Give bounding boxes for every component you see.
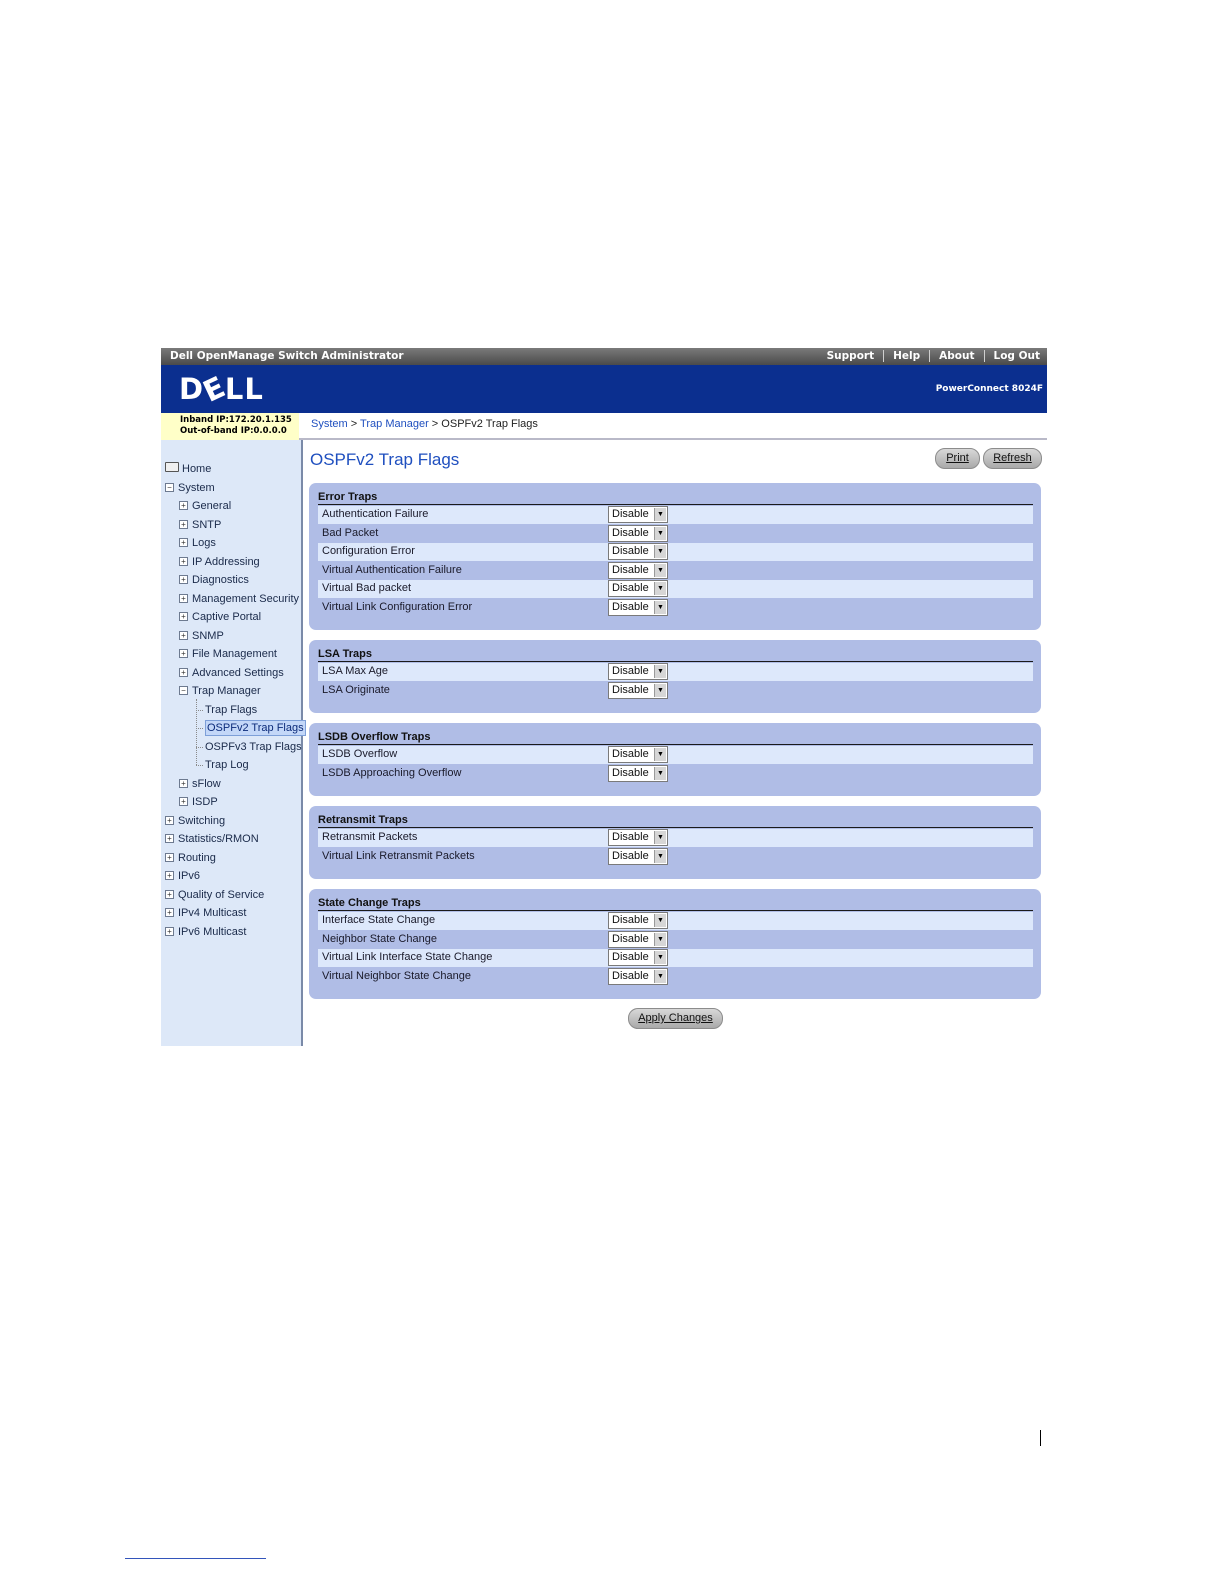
outband-ip: Out-of-band IP:0.0.0.0: [180, 426, 287, 436]
nav-item-ospfv3-trap-flags[interactable]: [205, 740, 302, 754]
nav-item-home[interactable]: [165, 462, 211, 476]
dropdown-arrow-icon[interactable]: ▼: [654, 748, 666, 761]
nav-item-ip-addressing[interactable]: [179, 555, 260, 569]
minus-box-icon[interactable]: −: [179, 686, 188, 695]
nav-item-sflow[interactable]: [179, 777, 221, 791]
select-value: Disable: [612, 932, 649, 945]
dropdown-arrow-icon[interactable]: ▼: [654, 665, 666, 678]
trap-row: [318, 765, 1033, 783]
nav-item-statistics-rmon[interactable]: [165, 832, 259, 846]
nav-item-trap-log[interactable]: [205, 758, 249, 772]
minus-box-icon[interactable]: −: [165, 483, 174, 492]
trap-label-lsdb-approaching-overflow: LSDB Approaching Overflow: [322, 766, 462, 779]
nav-item-label: Logs: [192, 537, 216, 549]
inband-ip: Inband IP:172.20.1.135: [180, 415, 292, 425]
section-title: Error Traps: [318, 491, 378, 503]
nav-item-label: IPv6 Multicast: [178, 925, 247, 938]
nav-item-label: Quality of Service: [178, 888, 265, 901]
dropdown-arrow-icon[interactable]: ▼: [654, 508, 666, 521]
section-error-traps: [309, 483, 1041, 630]
help-link[interactable]: Help: [883, 350, 929, 362]
nav-item-label: Trap Manager: [192, 685, 261, 697]
trap-label-virtual-bad-packet: Virtual Bad packet: [322, 582, 412, 594]
plus-box-icon[interactable]: +: [165, 816, 174, 825]
virtual-link-retransmit-packets-select[interactable]: [608, 848, 668, 865]
nav-item-snmp[interactable]: [179, 629, 224, 643]
interface-state-change-select[interactable]: [608, 912, 668, 929]
plus-box-icon[interactable]: +: [179, 557, 188, 566]
plus-box-icon[interactable]: +: [179, 594, 188, 603]
select-value: Disable: [612, 831, 649, 843]
nav-item-label: System: [178, 481, 215, 494]
breadcrumb-trap-manager[interactable]: Trap Manager: [360, 418, 429, 430]
dropdown-arrow-icon[interactable]: ▼: [654, 564, 666, 577]
lsa-originate-select[interactable]: [608, 682, 668, 699]
select-value: Disable: [612, 683, 649, 696]
trap-label-bad-packet: Bad Packet: [322, 526, 379, 539]
tree-branch-line: [196, 710, 203, 711]
nav-item-label: OSPFv3 Trap Flags: [205, 740, 302, 753]
plus-box-icon[interactable]: +: [165, 853, 174, 862]
dropdown-arrow-icon[interactable]: ▼: [654, 951, 666, 964]
section-lsdb-overflow-traps: [309, 723, 1041, 796]
trap-row: [318, 848, 1033, 866]
trap-row: [318, 682, 1033, 700]
nav-item-label: General: [192, 500, 232, 512]
nav-item-label: IPv4 Multicast: [178, 907, 247, 919]
configuration-error-select[interactable]: [608, 543, 668, 560]
page-margin-bar: [1040, 1430, 1041, 1446]
retransmit-packets-select[interactable]: [608, 829, 668, 846]
dropdown-arrow-icon[interactable]: ▼: [654, 582, 666, 595]
section-title-rule: [318, 744, 1033, 745]
nav-item-label: Trap Flags: [205, 703, 258, 716]
plus-box-icon[interactable]: +: [165, 834, 174, 843]
nav-item-file-management[interactable]: [179, 647, 277, 661]
trap-row: [318, 912, 1033, 930]
nav-item-label: IP Addressing: [192, 555, 260, 568]
section-title-rule: [318, 661, 1033, 662]
nav-item-label: Management Security: [192, 592, 299, 605]
trap-row: [318, 599, 1033, 617]
virtual-bad-packet-select[interactable]: [608, 580, 668, 597]
nav-item-label: Advanced Settings: [192, 666, 284, 679]
select-value: Disable: [612, 766, 649, 779]
trap-row: [318, 746, 1033, 764]
dell-logo: [179, 369, 264, 409]
plus-box-icon[interactable]: +: [179, 668, 188, 677]
dropdown-arrow-icon[interactable]: ▼: [654, 914, 666, 927]
trap-row: [318, 543, 1033, 561]
section-retransmit-traps: [309, 806, 1041, 879]
nav-item-ospfv2-trap-flags[interactable]: [205, 720, 306, 736]
select-value: Disable: [612, 545, 649, 557]
nav-item-quality-of-service[interactable]: [165, 888, 264, 902]
plus-box-icon[interactable]: +: [179, 797, 188, 806]
section-title-rule: [318, 504, 1033, 505]
trap-label-virtual-link-retransmit-packets: Virtual Link Retransmit Packets: [322, 849, 475, 862]
nav-item-label: SNTP: [192, 518, 222, 531]
nav-item-routing[interactable]: [165, 851, 216, 865]
dropdown-arrow-icon[interactable]: ▼: [654, 970, 666, 983]
nav-item-label: Statistics/RMON: [178, 833, 259, 845]
nav-item-label: Home: [182, 463, 212, 475]
nav-item-label: OSPFv2 Trap Flags: [207, 722, 304, 734]
nav-item-label: Diagnostics: [192, 574, 249, 586]
select-value: Disable: [612, 600, 649, 613]
nav-item-isdp[interactable]: [179, 795, 218, 809]
dropdown-arrow-icon[interactable]: ▼: [654, 933, 666, 946]
trap-row: [318, 580, 1033, 598]
virtual-neighbor-state-change-select[interactable]: [608, 968, 668, 985]
logo-letter-e: E: [197, 369, 232, 409]
section-title: Retransmit Traps: [318, 814, 408, 826]
breadcrumb-separator: >: [431, 418, 439, 430]
breadcrumb-system[interactable]: System: [311, 418, 348, 430]
plus-box-icon[interactable]: +: [165, 871, 174, 880]
dropdown-arrow-icon[interactable]: ▼: [654, 767, 666, 780]
dropdown-arrow-icon[interactable]: ▼: [654, 831, 666, 844]
lsdb-overflow-select[interactable]: [608, 746, 668, 763]
nav-item-management-security[interactable]: [179, 592, 299, 606]
authentication-failure-select[interactable]: [608, 506, 668, 523]
plus-box-icon[interactable]: +: [179, 649, 188, 658]
home-icon: [165, 462, 179, 472]
plus-box-icon[interactable]: +: [165, 890, 174, 899]
trap-row: [318, 829, 1033, 847]
trap-label-lsdb-overflow: LSDB Overflow: [322, 748, 398, 760]
section-lsa-traps: [309, 640, 1041, 713]
tree-branch-line: [196, 765, 203, 766]
nav-item-general[interactable]: [179, 499, 231, 513]
top-bar: [161, 348, 1047, 365]
select-value: Disable: [612, 748, 649, 760]
nav-item-label: Switching: [178, 814, 226, 827]
dropdown-arrow-icon[interactable]: ▼: [654, 850, 666, 863]
trap-label-lsa-originate: LSA Originate: [322, 683, 390, 696]
product-name: PowerConnect 8024F: [935, 384, 1043, 394]
trap-label-neighbor-state-change: Neighbor State Change: [322, 932, 437, 945]
trap-label-virtual-link-interface-state-change: Virtual Link Interface State Change: [322, 951, 493, 963]
nav-item-diagnostics[interactable]: [179, 573, 249, 587]
app-window: [161, 348, 1047, 1046]
plus-box-icon[interactable]: +: [179, 575, 188, 584]
ip-info: [161, 413, 299, 440]
logo-letters-ll: LL: [224, 372, 264, 406]
dropdown-arrow-icon[interactable]: ▼: [654, 527, 666, 540]
nav-item-trap-manager[interactable]: [179, 684, 261, 698]
nav-item-system[interactable]: [165, 481, 215, 495]
top-links: [818, 350, 1040, 362]
plus-box-icon[interactable]: +: [179, 538, 188, 547]
plus-box-icon[interactable]: +: [179, 612, 188, 621]
logo-letter-d: D: [179, 372, 205, 406]
trap-label-virtual-authentication-failure: Virtual Authentication Failure: [322, 563, 462, 576]
trap-row: [318, 931, 1033, 949]
virtual-authentication-failure-select[interactable]: [608, 562, 668, 579]
nav-item-ipv6-multicast[interactable]: [165, 925, 246, 939]
nav-item-ipv4-multicast[interactable]: [165, 906, 246, 920]
nav-item-sntp[interactable]: [179, 518, 221, 532]
select-value: Disable: [612, 582, 649, 594]
logout-link[interactable]: Log Out: [984, 350, 1041, 362]
plus-box-icon[interactable]: +: [179, 501, 188, 510]
select-value: Disable: [612, 849, 649, 862]
dropdown-arrow-icon[interactable]: ▼: [654, 545, 666, 558]
trap-label-retransmit-packets: Retransmit Packets: [322, 831, 418, 843]
trap-label-authentication-failure: Authentication Failure: [322, 508, 429, 520]
breadcrumb: [311, 418, 538, 430]
dropdown-arrow-icon[interactable]: ▼: [654, 684, 666, 697]
section-title-rule: [318, 827, 1033, 828]
trap-label-lsa-max-age: LSA Max Age: [322, 665, 389, 677]
nav-item-label: ISDP: [192, 796, 218, 808]
print-button[interactable]: Print: [935, 448, 980, 469]
nav-item-captive-portal[interactable]: [179, 610, 261, 624]
nav-item-label: File Management: [192, 648, 277, 660]
nav-item-logs[interactable]: [179, 536, 216, 550]
select-value: Disable: [612, 508, 649, 520]
plus-box-icon[interactable]: +: [165, 908, 174, 917]
main-content: [303, 440, 1047, 1046]
nav-item-label: SNMP: [192, 629, 224, 642]
trap-row: [318, 506, 1033, 524]
trap-row: [318, 968, 1033, 986]
section-title-rule: [318, 910, 1033, 911]
section-title: State Change Traps: [318, 897, 421, 909]
lsdb-approaching-overflow-select[interactable]: [608, 765, 668, 782]
trap-row: [318, 562, 1033, 580]
breadcrumb-current: OSPFv2 Trap Flags: [441, 418, 538, 430]
section-title: LSA Traps: [318, 648, 372, 660]
virtual-link-interface-state-change-select[interactable]: [608, 949, 668, 966]
trap-label-virtual-neighbor-state-change: Virtual Neighbor State Change: [322, 969, 472, 982]
trap-label-virtual-link-configuration-error: Virtual Link Configuration Error: [322, 600, 473, 613]
lsa-max-age-select[interactable]: [608, 663, 668, 680]
virtual-link-configuration-error-select[interactable]: [608, 599, 668, 616]
bad-packet-select[interactable]: [608, 525, 668, 542]
plus-box-icon[interactable]: +: [179, 631, 188, 640]
nav-item-ipv6[interactable]: [165, 869, 200, 883]
tree-vertical-line: [196, 699, 197, 766]
nav-item-label: Routing: [178, 851, 216, 864]
plus-box-icon[interactable]: +: [179, 779, 188, 788]
section-title: LSDB Overflow Traps: [318, 731, 431, 743]
trap-row: [318, 663, 1033, 681]
section-state-change-traps: [309, 889, 1041, 999]
nav-tree: [161, 440, 304, 1046]
select-value: Disable: [612, 914, 649, 926]
nav-item-label: Trap Log: [205, 759, 249, 771]
select-value: Disable: [612, 665, 649, 677]
page-title: OSPFv2 Trap Flags: [310, 450, 460, 469]
select-value: Disable: [612, 526, 649, 539]
trap-label-interface-state-change: Interface State Change: [322, 914, 436, 926]
trap-label-configuration-error: Configuration Error: [322, 545, 415, 557]
plus-box-icon[interactable]: +: [165, 927, 174, 936]
dropdown-arrow-icon[interactable]: ▼: [654, 601, 666, 614]
nav-item-switching[interactable]: [165, 814, 225, 828]
trap-row: [318, 525, 1033, 543]
app-title: Dell OpenManage Switch Administrator: [170, 350, 404, 362]
apply-changes-button[interactable]: Apply Changes: [628, 1008, 723, 1029]
refresh-button[interactable]: Refresh: [983, 448, 1042, 469]
breadcrumb-separator: >: [350, 418, 358, 430]
support-link[interactable]: Support: [826, 350, 875, 362]
neighbor-state-change-select[interactable]: [608, 931, 668, 948]
nav-item-advanced-settings[interactable]: [179, 666, 284, 680]
nav-item-label: IPv6: [178, 870, 201, 882]
nav-item-label: Captive Portal: [192, 611, 262, 623]
tree-branch-line: [196, 747, 203, 748]
nav-item-trap-flags[interactable]: [205, 703, 257, 717]
trap-row: [318, 949, 1033, 967]
plus-box-icon[interactable]: +: [179, 520, 188, 529]
sidebar: [161, 440, 303, 1046]
select-value: Disable: [612, 563, 649, 576]
about-link[interactable]: About: [929, 350, 983, 362]
tree-branch-line: [196, 728, 203, 729]
nav-item-label: sFlow: [192, 777, 221, 790]
select-value: Disable: [612, 969, 649, 982]
select-value: Disable: [612, 951, 649, 963]
footnote-rule: [125, 1558, 266, 1559]
banner: [161, 365, 1047, 413]
